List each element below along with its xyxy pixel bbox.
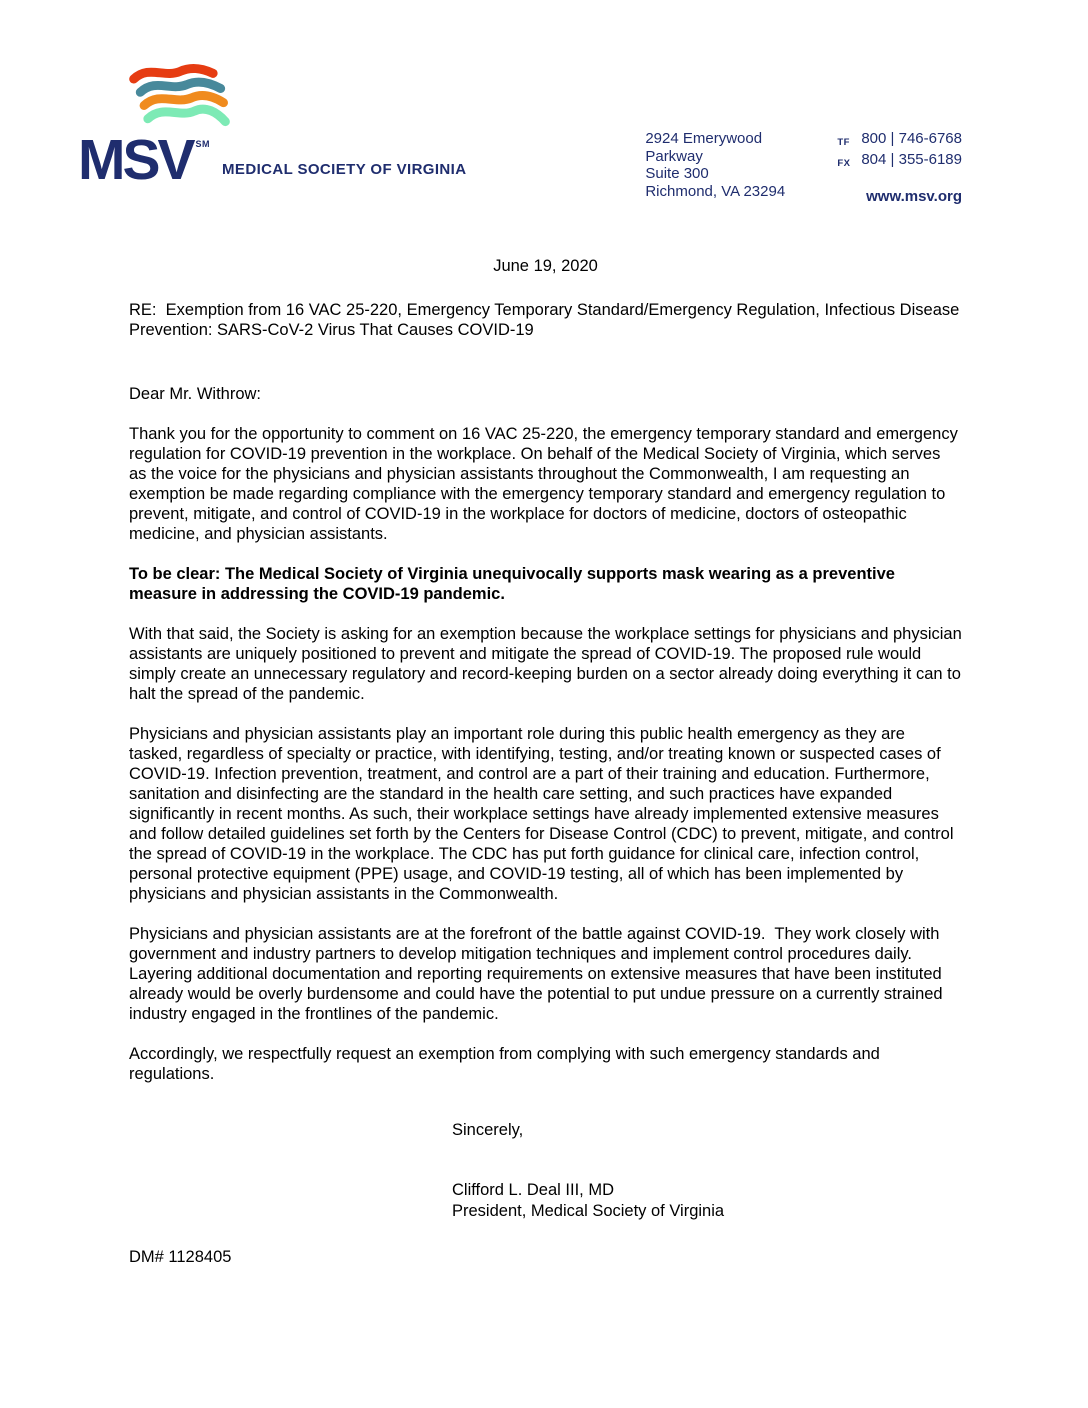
msv-logo (78, 62, 467, 192)
paragraph-3: With that said, the Society is asking for an exemption because the workplace settings for physicians and physician assistants are uniquely positioned to prevent and mitigate the spread of COVID-19. The proposed rule would simply create an unnecessary regulatory and record-keeping burden on a sector already doing everything it can to halt the spread of the pandemic. (129, 625, 967, 703)
msv-flag-icon (128, 62, 232, 132)
toll-free-number: 800 | 746-6768 (861, 130, 962, 147)
salutation: Dear Mr. Withrow: (129, 385, 262, 403)
logo-msv-text: MSV (78, 128, 193, 192)
toll-free-row (837, 130, 962, 151)
logo-sm-mark: SM (195, 139, 211, 149)
toll-free-label: TF (837, 136, 850, 148)
website-text: www.msv.org (866, 188, 962, 205)
closing-block (452, 1120, 962, 1222)
paragraph-5: Physicians and physician assistants are at the forefront of the battle against COVID-19. They work closely with government and industry partners to develop mitigation techniques and implement control procedures daily. Layering additional documentation and reporting requirements on extensive measures that have been instituted already would be overly burdensome and could have the potential to put undue pressure on a currently strained industry engaged in the frontlines of the pandemic. (129, 925, 948, 1023)
logo-org-name: MEDICAL SOCIETY OF VIRGINIA (222, 161, 467, 178)
paragraph-4: Physicians and physician assistants play an important role during this public health emergency as they are tasked, regardless of specialty or practice, with identifying, testing, and/or treating known or suspected cases of COVID-19. Infection prevention, treatment, and control are a part of their training and education. Furthermore, sanitation and disinfecting are the standard in the health care setting, and such practices have expanded significantly in recent months. As such, their workplace settings have already implemented extensive measures and follow detailed guidelines set forth by the Centers for Disease Control (CDC) to prevent, mitigate, and control the spread of COVID-19 in the workplace. The CDC has put forth guidance for clinical care, infection control, personal protective equipment (PPE) usage, and COVID-19 testing, all of which has been implemented by physicians and physician assistants in the Commonwealth. (129, 725, 959, 903)
re-line: RE: Exemption from 16 VAC 25-220, Emergency Temporary Standard/Emergency Regulation, Infectious Disease Prevention: SARS-CoV-2 Virus That Causes COVID-19 (129, 301, 964, 339)
signature-title: President, Medical Society of Virginia (452, 1202, 725, 1220)
paragraph-1: Thank you for the opportunity to comment on 16 VAC 25-220, the emergency temporary standard and emergency regulation for COVID-19 prevention in the workplace. On behalf of the Medical Society of Virginia, which serves as the voice for the physicians and physician assistants throughout the Commonwealth, I am requesting an exemption be made regarding compliance with the emergency temporary standard and emergency regulation to prevent, mitigate, and control of COVID-19 in the workplace for doctors of medicine, doctors of osteopathic medicine, and physician assistants. (129, 425, 963, 543)
closing-salutation: Sincerely, (452, 1121, 524, 1139)
phone-block (837, 130, 962, 206)
paragraph-2-bold: To be clear: The Medical Society of Virginia unequivocally supports mask wearing as a preventive measure in addressing the COVID-19 pandemic. (129, 565, 900, 603)
address-block (645, 130, 805, 206)
address-line-3: Richmond, VA 23294 (645, 182, 786, 200)
fax-number: 804 | 355-6189 (861, 151, 962, 168)
letter-body (129, 256, 967, 1267)
contact-block (645, 130, 962, 206)
document-number: DM# 1128405 (129, 1248, 232, 1266)
address-line-2: Suite 300 (645, 165, 709, 182)
letter-date: June 19, 2020 (493, 257, 598, 275)
address-line-1: 2924 Emerywood Parkway (645, 130, 763, 165)
fax-label: FX (837, 157, 851, 169)
paragraph-6: Accordingly, we respectfully request an exemption from complying with such emergency standards and regulations. (129, 1045, 885, 1083)
signature-name: Clifford L. Deal III, MD (452, 1181, 614, 1199)
fax-row (837, 151, 962, 172)
